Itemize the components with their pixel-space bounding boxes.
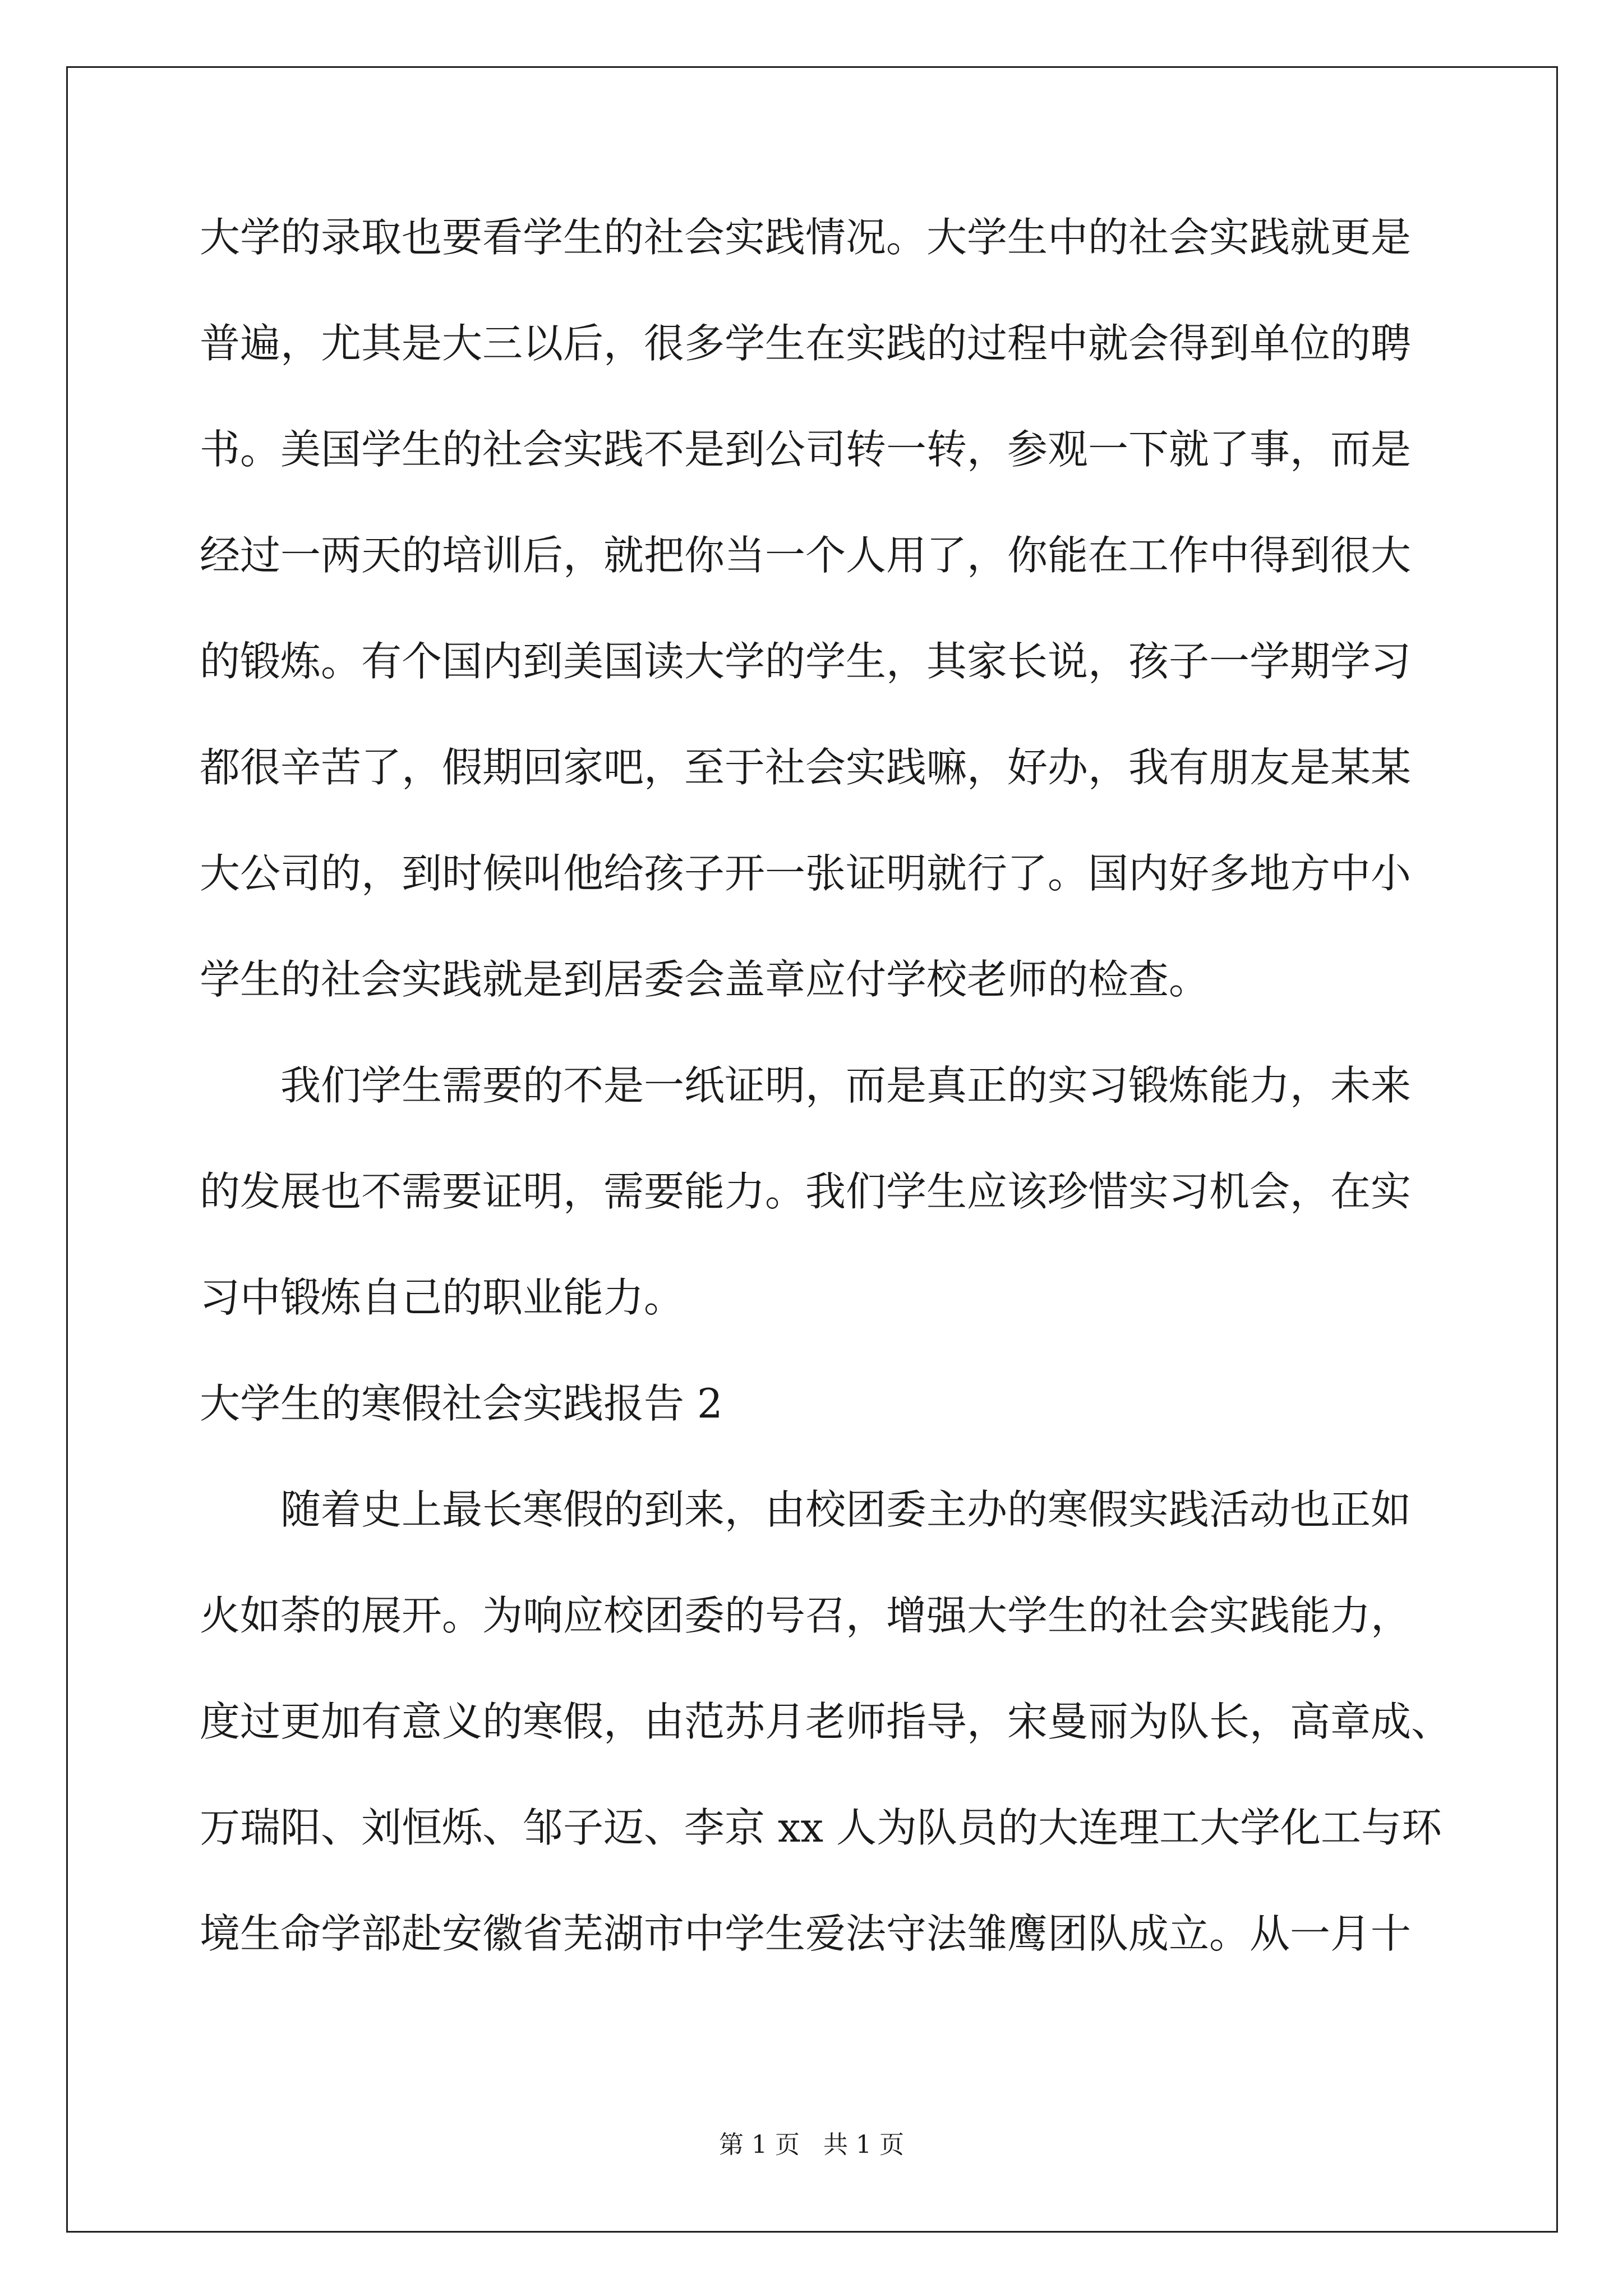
text-line: 都很辛苦了，假期回家吧，至于社会实践嘛，好办，我有朋友是某某 xyxy=(200,744,1412,791)
text-line: 火如荼的展开。为响应校团委的号召，增强大学生的社会实践能力， xyxy=(200,1592,1412,1639)
document-body xyxy=(200,210,1456,2013)
text-line: 书。美国学生的社会实践不是到公司转一转，参观一下就了事，而是 xyxy=(200,426,1412,473)
paragraph-start-line: 我们学生需要的不是一纸证明，而是真正的实习锻炼能力，未来 xyxy=(280,1062,1412,1109)
text-line: 学生的社会实践就是到居委会盖章应付学校老师的检查。 xyxy=(200,956,1210,1003)
text-line: 大公司的，到时候叫他给孩子开一张证明就行了。国内好多地方中小 xyxy=(200,850,1412,897)
text-line: 的发展也不需要证明，需要能力。我们学生应该珍惜实习机会，在实 xyxy=(200,1168,1412,1215)
text-line: 经过一两天的培训后，就把你当一个人用了，你能在工作中得到很大 xyxy=(200,532,1412,579)
text-line: 普遍，尤其是大三以后，很多学生在实践的过程中就会得到单位的聘 xyxy=(200,320,1412,367)
paragraph-start-line: 随着史上最长寒假的到来，由校团委主办的寒假实践活动也正如 xyxy=(280,1486,1412,1533)
text-line: 境生命学部赴安徽省芜湖市中学生爱法守法雏鹰团队成立。从一月十 xyxy=(200,1910,1412,1957)
text-line: 大学的录取也要看学生的社会实践情况。大学生中的社会实践就更是 xyxy=(200,214,1412,261)
text-line: 习中锻炼自己的职业能力。 xyxy=(200,1274,685,1321)
section-heading: 大学生的寒假社会实践报告 2 xyxy=(200,1380,723,1427)
text-line: 万瑞阳、刘恒烁、邹子迈、李京 xx 人为队员的大连理工大学化工与环 xyxy=(200,1804,1442,1851)
page-footer: 第 1 页 共 1 页 xyxy=(719,2131,904,2159)
text-line: 度过更加有意义的寒假，由范苏月老师指导，宋曼丽为队长，高章成、 xyxy=(200,1698,1452,1745)
text-line: 的锻炼。有个国内到美国读大学的学生，其家长说，孩子一学期学习 xyxy=(200,638,1412,685)
